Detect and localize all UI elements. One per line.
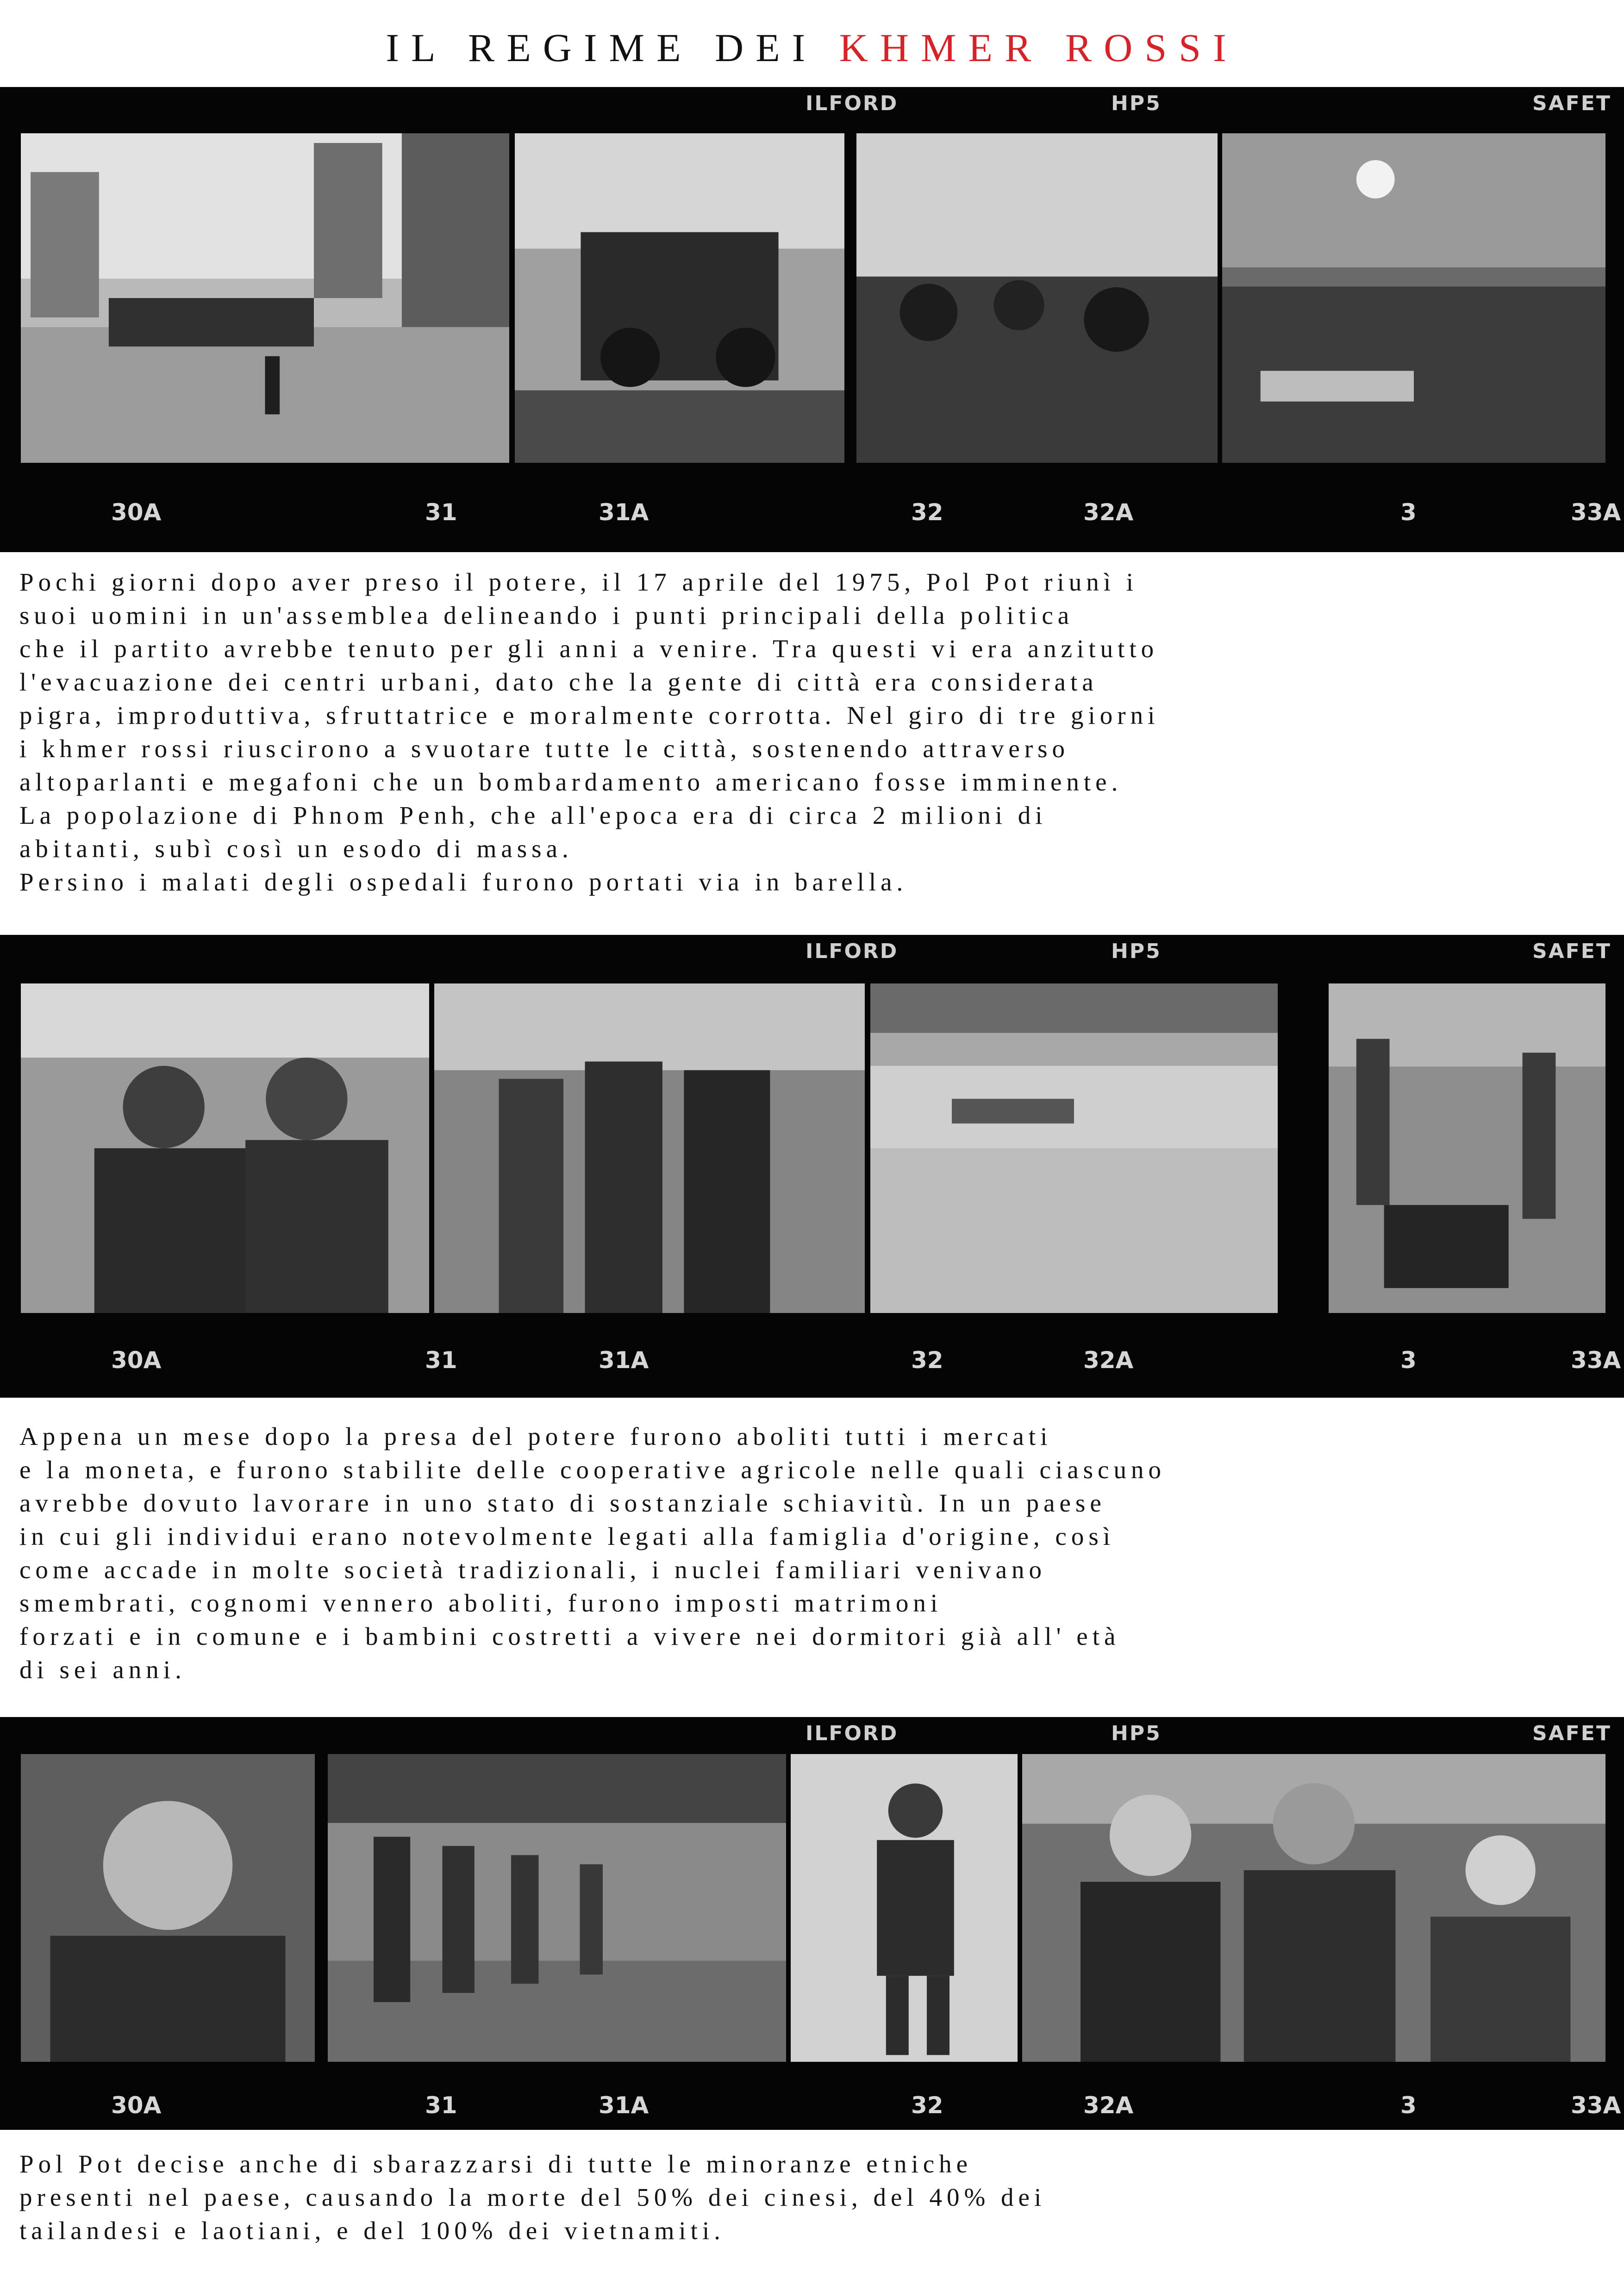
text-line: La popolazione di Phnom Penh, che all'epoca era di circa 2 milioni di [19, 801, 1047, 829]
frame-label: 31A [599, 1347, 649, 1374]
text-line: suoi uomini in un'assemblea delineando i punti principali della politica [19, 601, 1074, 629]
frame-label: 30A [111, 2092, 162, 2119]
photo-1-1 [21, 133, 509, 463]
frame-label: 31 [425, 1347, 457, 1374]
text-line: altoparlanti e megafoni che un bombardamento americano fosse imminente. [19, 768, 1123, 796]
child-soldier-photo-icon [791, 1754, 1018, 2062]
text-line: in cui gli individui erano notevolmente legati alla famiglia d'origine, così [19, 1522, 1115, 1550]
text-line: smembrati, cognomi vennero aboliti, furono imposti matrimoni [19, 1589, 943, 1617]
photo-2-3 [870, 983, 1278, 1313]
text-line: pigra, improduttiva, sfruttatrice e moralmente corrotta. Nel giro di tre giorni [19, 701, 1160, 729]
photo-3-2 [328, 1754, 786, 2062]
frame-label: 33A [1571, 499, 1621, 526]
film-stock-label: HP5 [1111, 92, 1162, 115]
pol-pot-portrait-photo-icon [21, 1754, 315, 2062]
soldiers-on-truck-with-weapons-photo-icon [515, 133, 844, 463]
photo-3-3 [791, 1754, 1018, 2062]
text-line: presenti nel paese, causando la morte del 50% dei cinesi, del 40% dei [19, 2183, 1046, 2211]
film-strip-1 [0, 87, 1624, 552]
photo-2-2 [434, 983, 865, 1313]
photo-3-4 [1022, 1754, 1605, 2062]
frame-label: 32 [911, 2092, 943, 2119]
families-walking-photo-icon [434, 983, 865, 1313]
title-part-1: IL REGIME DEI [386, 25, 818, 70]
text-line: come accade in molte società tradizionali, i nuclei familiari venivano [19, 1556, 1046, 1584]
frame-label: 31 [425, 2092, 457, 2119]
film-strip-3 [0, 1717, 1624, 2130]
paragraph-1 [19, 566, 1603, 899]
paragraph-2 [19, 1420, 1603, 1686]
frame-label: 32 [911, 1347, 943, 1374]
young-fighters-group-photo-icon [1022, 1754, 1605, 2062]
frame-label: 31A [599, 2092, 649, 2119]
text-line: Pol Pot decise anche di sbarazzarsi di tutte le minoranze etniche [19, 2150, 973, 2178]
frame-label: 30A [111, 499, 162, 526]
frame-label: 31 [425, 499, 457, 526]
film-safety-label: SAFET [1532, 940, 1612, 963]
burning-ruins-photo-icon [1222, 133, 1605, 463]
frame-label: 31A [599, 499, 649, 526]
photo-1-3 [856, 133, 1218, 463]
text-line: Pochi giorni dopo aver preso il potere, il 17 aprile del 1975, Pol Pot riunì i [19, 568, 1138, 596]
frame-label: 32 [911, 499, 943, 526]
frame-label: 32A [1083, 499, 1134, 526]
film-edge-top [0, 1718, 1624, 1750]
crowd-evacuating-city-photo-icon [856, 133, 1218, 463]
text-line: di sei anni. [19, 1655, 186, 1684]
film-edge-bottom [0, 2083, 1624, 2129]
text-line: che il partito avrebbe tenuto per gli anni a venire. Tra questi vi era anzitutto [19, 635, 1159, 663]
frame-label: 33A [1571, 2092, 1621, 2119]
text-line: tailandesi e laotiani, e del 100% dei vietnamiti. [19, 2216, 725, 2245]
photo-1-2 [515, 133, 844, 463]
frame-label: 32A [1083, 1347, 1134, 1374]
title-part-2-accent: KHMER ROSSI [839, 25, 1238, 70]
film-safety-label: SAFET [1532, 1722, 1612, 1745]
film-stock-label: HP5 [1111, 940, 1162, 963]
text-line: Persino i malati degli ospedali furono portati via in barella. [19, 868, 908, 896]
frame-label: 33A [1571, 1347, 1621, 1374]
prisoner-and-guards-photo-icon [1329, 983, 1605, 1313]
marching-column-photo-icon [328, 1754, 786, 2062]
text-line: e la moneta, e furono stabilite delle cooperative agricole nelle quali ciascuno [19, 1456, 1166, 1484]
text-line: i khmer rossi riuscirono a svuotare tutte le città, sostenendo attraverso [19, 734, 1070, 763]
film-strip-2 [0, 935, 1624, 1398]
text-line: abitanti, subì così un esodo di massa. [19, 834, 573, 863]
film-brand-label: ILFORD [806, 92, 899, 115]
frame-label: 30A [111, 1347, 162, 1374]
film-edge-bottom [0, 490, 1624, 536]
text-line: avrebbe dovuto lavorare in uno stato di sostanziale schiavitù. In un paese [19, 1489, 1106, 1517]
photo-1-4 [1222, 133, 1605, 463]
photo-2-4 [1329, 983, 1605, 1313]
frame-label: 3 [1400, 2092, 1417, 2119]
text-line: Appena un mese dopo la presa del potere furono aboliti tutti i mercati [19, 1422, 1052, 1450]
frame-label: 3 [1400, 1347, 1417, 1374]
film-brand-label: ILFORD [806, 940, 899, 963]
young-soldiers-portrait-photo-icon [21, 983, 429, 1313]
film-edge-top [0, 88, 1624, 120]
photo-3-1 [21, 1754, 315, 2062]
frame-label: 3 [1400, 499, 1417, 526]
page-title [0, 13, 1624, 82]
forced-labor-works-photo-icon [870, 983, 1278, 1313]
photo-2-1 [21, 983, 429, 1313]
film-edge-bottom [0, 1338, 1624, 1384]
paragraph-3 [19, 2147, 1603, 2247]
film-safety-label: SAFET [1532, 92, 1612, 115]
film-stock-label: HP5 [1111, 1722, 1162, 1745]
frame-label: 32A [1083, 2092, 1134, 2119]
film-edge-top [0, 936, 1624, 968]
film-brand-label: ILFORD [806, 1722, 899, 1745]
khmer-rouge-entering-phnom-penh-photo-icon [21, 133, 509, 463]
text-line: l'evacuazione dei centri urbani, dato che la gente di città era considerata [19, 668, 1098, 696]
text-line: forzati e in comune e i bambini costretti a vivere nei dormitori già all' età [19, 1622, 1120, 1650]
